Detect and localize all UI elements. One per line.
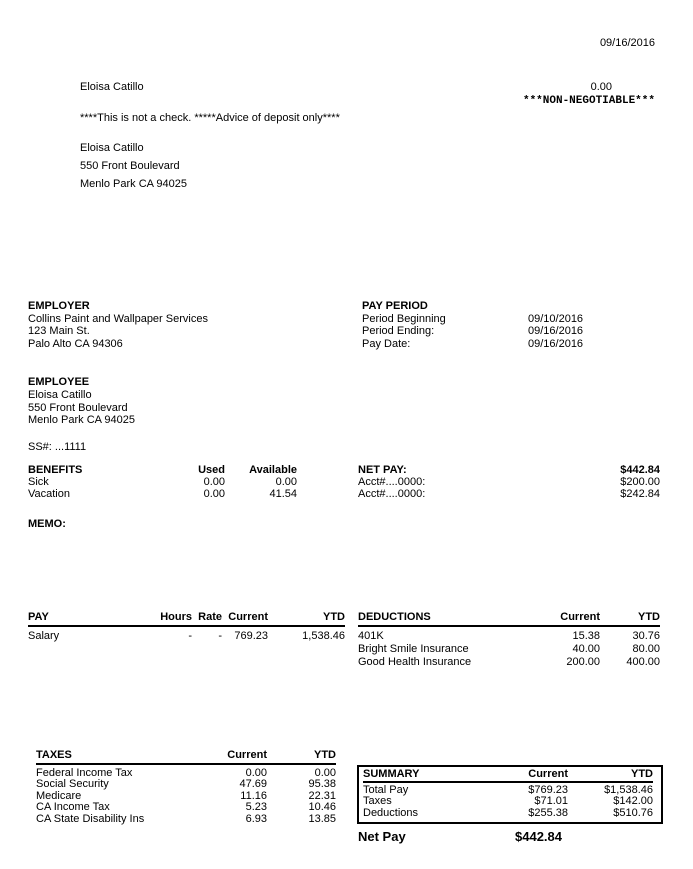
- taxes-row: CA State Disability Ins 6.93 13.85: [36, 812, 336, 825]
- check-amount: 0.00: [590, 81, 612, 93]
- deductions-row: Good Health Insurance 200.00 400.00: [358, 656, 660, 668]
- summary-row: Deductions $255.38 $510.76: [363, 806, 653, 819]
- statement-date: 09/16/2016: [599, 37, 655, 49]
- taxes-header: TAXES Current YTD: [36, 749, 336, 765]
- taxes-heading: TAXES: [36, 749, 72, 761]
- employee-name: Eloisa Catillo: [28, 388, 92, 401]
- benefits-row: Sick 0.00 0.00: [28, 476, 297, 489]
- account-deposit-row: Acct#....0000: $200.00: [358, 476, 660, 489]
- address-line: Eloisa Catillo: [80, 142, 144, 154]
- address-line: 550 Front Boulevard: [80, 160, 180, 172]
- pay-period-value: 09/16/2016: [528, 325, 584, 338]
- employer-street: 123 Main St.: [28, 325, 90, 338]
- summary-row: Total Pay $769.23 $1,538.46: [363, 784, 653, 796]
- employer-section: [28, 300, 208, 350]
- net-pay-row: [358, 464, 660, 476]
- net-pay-amount: $442.84: [620, 464, 660, 476]
- taxes-row: Social Security 47.69 95.38: [36, 778, 336, 791]
- pay-period-row: [362, 313, 660, 326]
- pay-period-label: Period Ending:: [362, 325, 435, 338]
- benefits-col-used: Used: [198, 464, 225, 476]
- payee-address-block: [80, 139, 187, 193]
- deductions-heading: DEDUCTIONS: [358, 611, 431, 623]
- pay-period-heading: PAY PERIOD: [362, 300, 428, 312]
- pay-period-row: [362, 325, 660, 338]
- pay-period-value: 09/16/2016: [528, 337, 584, 350]
- summary-header: SUMMARY Current YTD: [363, 767, 653, 783]
- taxes-table: [36, 749, 336, 825]
- employee-street: 550 Front Boulevard: [28, 401, 128, 414]
- final-net-pay-label: Net Pay: [358, 829, 406, 844]
- benefits-row: Vacation 0.00 41.54: [28, 488, 297, 501]
- final-net-pay-row: [358, 829, 660, 844]
- pay-period-label: Pay Date:: [362, 337, 411, 350]
- pay-heading: PAY: [28, 611, 49, 623]
- payee-name: Eloisa Catillo: [80, 81, 144, 93]
- employee-city: Menlo Park CA 94025: [28, 414, 136, 427]
- summary-heading: SUMMARY: [363, 768, 420, 780]
- deductions-table: [358, 611, 660, 669]
- employer-city: Palo Alto CA 94306: [28, 337, 123, 350]
- summary-box: [357, 765, 663, 824]
- deductions-header: DEDUCTIONS Current YTD: [358, 611, 660, 627]
- pay-table-header: PAY Hours Rate Current YTD: [28, 611, 345, 627]
- benefits-col-available: Available: [249, 464, 297, 476]
- address-line: Menlo Park CA 94025: [80, 178, 188, 190]
- taxes-row: Federal Income Tax 0.00 0.00: [36, 767, 336, 779]
- pay-table: [28, 611, 345, 643]
- deductions-row: Bright Smile Insurance 40.00 80.00: [358, 643, 660, 655]
- pay-period-section: [362, 300, 660, 350]
- account-deposit-row: Acct#....0000: $242.84: [358, 488, 660, 501]
- deductions-row: 401K 15.38 30.76: [358, 630, 660, 642]
- taxes-row: Medicare 11.16 22.31: [36, 789, 336, 802]
- employee-ssn: SS#: ...1111: [28, 441, 87, 453]
- benefits-heading: BENEFITS: [28, 464, 83, 476]
- benefits-header-row: [28, 464, 297, 476]
- disclaimer-text: ****This is not a check. *****Advice of deposit only****: [80, 112, 340, 124]
- final-net-pay-amount: $442.84: [515, 829, 562, 844]
- employee-section: [28, 376, 135, 427]
- pay-period-row: [362, 338, 660, 351]
- pay-table-row: Salary - - 769.23 1,538.46: [28, 630, 345, 642]
- benefits-table: [28, 464, 297, 501]
- employer-name: Collins Paint and Wallpaper Services: [28, 312, 208, 325]
- net-pay-section: [358, 464, 660, 501]
- taxes-row: CA Income Tax 5.23 10.46: [36, 801, 336, 814]
- employer-heading: EMPLOYER: [28, 300, 90, 312]
- memo-label: MEMO:: [28, 518, 66, 530]
- net-pay-label: NET PAY:: [358, 464, 407, 476]
- pay-period-value: 09/10/2016: [528, 312, 584, 325]
- pay-period-label: Period Beginning: [362, 312, 446, 325]
- employee-heading: EMPLOYEE: [28, 376, 90, 388]
- non-negotiable-text: ***NON-NEGOTIABLE***: [522, 95, 655, 107]
- summary-row: Taxes $71.01 $142.00: [363, 795, 653, 808]
